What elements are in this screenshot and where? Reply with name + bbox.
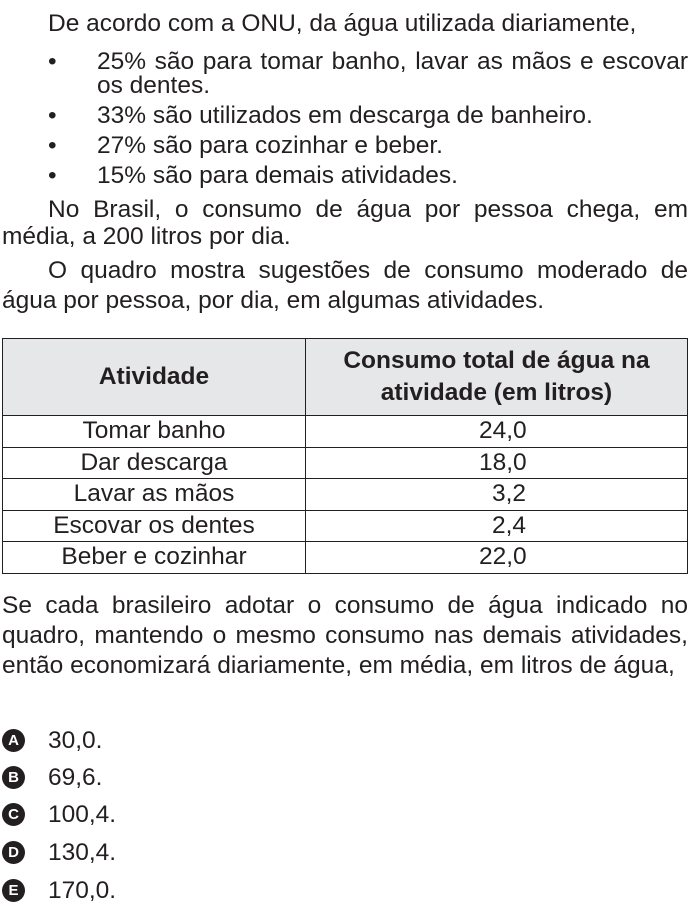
option-letter-badge: D [2, 841, 25, 864]
option-text: 30,0. [48, 727, 103, 754]
brazil-paragraph: No Brasil, o consumo de água por pessoa chega, em média, a 200 litros por dia. [2, 196, 688, 250]
bullet-text: 15% são para demais atividades. [97, 162, 458, 189]
table-row [3, 542, 688, 574]
value-cell: 3,2 [306, 479, 688, 511]
table-row [3, 416, 688, 448]
value-cell: 24,0 [306, 416, 688, 448]
bullet-dot: • [48, 162, 57, 189]
activity-cell: Beber e cozinhar [3, 542, 306, 574]
option-text: 170,0. [48, 877, 117, 904]
table-intro-text: O quadro mostra sugestões de consumo moderado de água por pessoa, por dia, em algumas atividades. [2, 257, 688, 314]
question-text: Se cada brasileiro adotar o consumo de água indicado no quadro, mantendo o mesmo consumo nas demais atividades, então economizará diariamente, em média, em litros de água, [2, 592, 688, 679]
table-row [3, 479, 688, 511]
water-consumption-table [2, 338, 688, 574]
header-activity: Atividade [3, 339, 306, 416]
bullet-dot: • [48, 102, 57, 129]
option-letter-badge: B [2, 766, 25, 789]
option-text: 100,4. [48, 801, 117, 828]
option-letter-badge: C [2, 803, 25, 826]
bullet-text: 25% são para tomar banho, lavar as mãos e escovar os dentes. [97, 48, 688, 99]
value-cell: 2,4 [306, 510, 688, 542]
activity-cell: Tomar banho [3, 416, 306, 448]
value-cell: 22,0 [306, 542, 688, 574]
table-row [3, 447, 688, 479]
activity-cell: Lavar as mãos [3, 479, 306, 511]
bullet-text: 27% são para cozinhar e beber. [97, 132, 443, 159]
value-cell: 18,0 [306, 447, 688, 479]
intro-text: De acordo com a ONU, da água utilizada diariamente, [48, 10, 637, 37]
option-text: 69,6. [48, 764, 103, 791]
bullet-dot: • [48, 132, 57, 159]
table-header-row [3, 339, 688, 416]
activity-cell: Escovar os dentes [3, 510, 306, 542]
option-letter-badge: E [2, 879, 25, 902]
option-letter-badge: A [2, 729, 25, 752]
bullet-text: 33% são utilizados em descarga de banheiro. [97, 102, 593, 129]
activity-cell: Dar descarga [3, 447, 306, 479]
option-text: 130,4. [48, 839, 117, 866]
bullet-dot: • [48, 48, 57, 75]
table-row [3, 510, 688, 542]
header-consumption: Consumo total de água na atividade (em litros) [306, 339, 688, 416]
